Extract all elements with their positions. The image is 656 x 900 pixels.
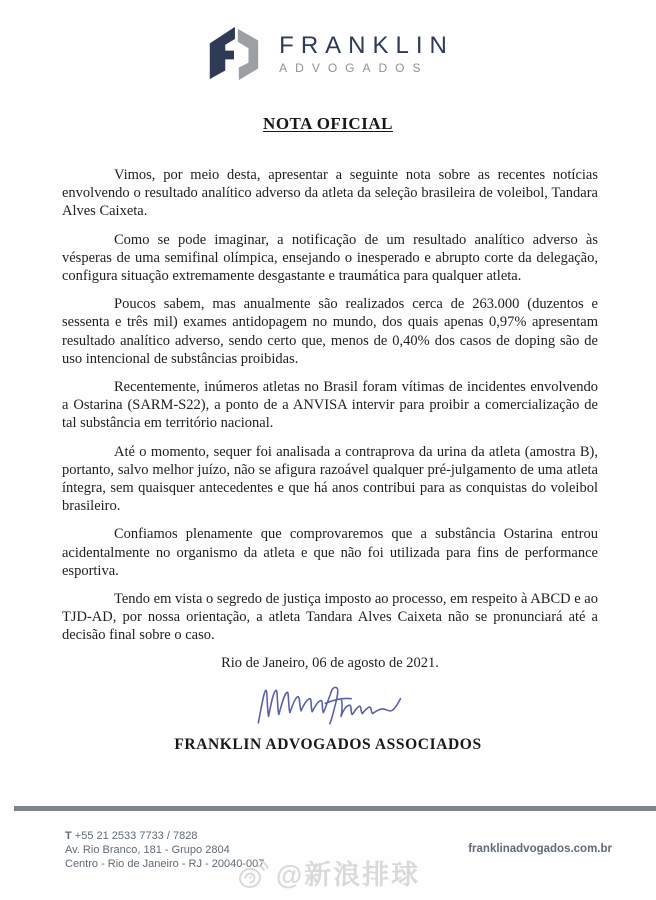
footer-phone-line (65, 829, 264, 843)
phone-number: +55 21 2533 7733 / 7828 (74, 830, 198, 842)
paragraph-1: Vimos, por meio desta, apresentar a seguinte nota sobre as recentes notícias envolvendo o resultado analítico adverso da atleta da seleção brasileira de voleibol, Tandara Alves Caixeta. (62, 167, 598, 220)
paragraph-6: Confiamos plenamente que comprovaremos que a substância Ostarina entrou acidentalmente no organismo da atleta e que não foi utilizada para fins de performance esportiva. (62, 526, 598, 579)
logo-text (279, 34, 454, 74)
paragraph-2: Como se pode imaginar, a notificação de um resultado analítico adverso às vésperas de uma semifinal olímpica, ensejando o inesperado e abrupto corte da delegação, configura situação extremamente desgastante e traumática para qualquer atleta. (62, 231, 598, 285)
paragraph-7: Tendo em vista o segredo de justiça imposto ao processo, em respeito à ABCD e ao TJD-AD, por nossa orientação, a atleta Tandara Alves Caixeta não se pronunciará até a decisão final sobre o caso. (62, 591, 598, 644)
paragraph-5: Até o momento, sequer foi analisada a contraprova da urina da atleta (amostra B), portanto, salvo melhor juízo, não se afigura razoável qualquer pré-julgamento de uma atleta íntegra, sem quaisquer antecedentes e que há anos contribui para as conquistas do voleibol brasileiro. (62, 443, 598, 515)
watermark-handle: @新浪排球 (275, 859, 421, 890)
handwritten-signature-icon (243, 682, 413, 734)
footer-divider-bar (14, 806, 656, 811)
watermark (0, 858, 656, 892)
logo (0, 0, 656, 84)
franklin-fa-monogram-icon (202, 24, 264, 84)
logo-firm-subtitle: ADVOGADOS (279, 61, 429, 75)
paragraph-3: Poucos sabem, mas anualmente são realizados cerca de 263.000 (duzentos e sessenta e três mil) exames antidopagem no mundo, dos quais apenas 0,97% apresentam resultado analítico adverso, sendo certo que, menos de 0,40% dos casos de doping são de uso intencional de substâncias proibidas. (62, 296, 598, 367)
date-line: Rio de Janeiro, 06 de agosto de 2021. (221, 654, 439, 671)
phone-label: T (65, 830, 72, 842)
signatory-name: FRANKLIN ADVOGADOS ASSOCIADOS (174, 735, 482, 753)
logo-firm-name: FRANKLIN (279, 32, 454, 59)
document-body (62, 166, 598, 672)
footer-address-line1: Av. Rio Branco, 181 - Grupo 2804 (65, 844, 230, 856)
weibo-logo-icon (236, 858, 270, 892)
paragraph-4: Recentemente, inúmeros atletas no Brasil foram vítimas de incidentes envolvendo a Ostarina (SARM-S22), a ponto de a ANVISA intervir para proibir a comercialização de tal substância em território nacional. (62, 379, 598, 432)
document-title: NOTA OFICIAL (263, 114, 393, 133)
footer-address-line2: Centro - Rio de Janeiro - RJ - 20040-007 (65, 858, 265, 870)
signature-block (0, 682, 656, 734)
website-link[interactable]: franklinadvogados.com.br (468, 843, 612, 855)
